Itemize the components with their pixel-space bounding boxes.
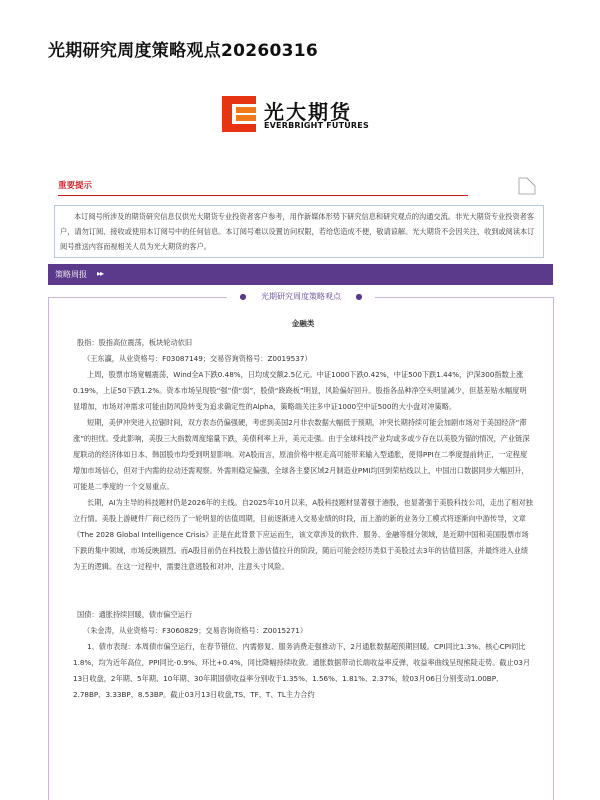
item-heading: 股指：股指高位震荡，板块轮动依旧 [77,338,193,347]
category-heading: 金融类 [291,319,315,328]
logo-en-text: EVERBRIGHT FUTURES [264,121,369,130]
notice-divider [58,195,468,196]
spacer [73,599,533,607]
item-author: （朱金涛，从业资格号：F3060829；交易咨询资格号：Z0015271） [83,626,308,635]
item-heading: 国债：通胀持续回暖，债市偏空运行 [77,610,193,619]
everbright-logo-mark-icon [222,96,256,132]
logo-cn-text: 光大期货 [264,100,352,124]
notice-label: 重要提示 [58,181,93,191]
notice-text: 本订阅号所涉及的期货研究信息仅供光大期货专业投资者客户参考，用作新媒体形势下研究信息和研究观点的沟通交流。非光大期货专业投资者客户，请勿订阅、接收或使用本订阅号中的任何信息。本订阅号难以设置访问权限，若给您造成不便，敬请谅解。光大期货不会因关注、收到或阅读本订阅号推送内容而视相关人员为光大期货的客户。 [60,212,535,251]
strategy-section-frame [48,292,554,800]
strategy-weekly-label: 策略周报 [55,270,87,279]
notice-body [54,205,544,258]
item-paragraph: 长期，AI为主导的科技题材仍是2026年的主线。自2025年10月以来，A股科技题材显著强于港股，也显著强于美股科技公司，走出了相对独立行情。美股上游硬件厂商已经历了一轮明显的估值周期，目前逐渐进入交易业绩的时段，而上游的新的业务分工模式将逐渐向中游传导，文章《The 2028 Global Intelligence Crisis》正是在此背景下应运而生，该文章涉及的软件、服务、金融等细分领域，是近期中国和美国股票市场下跌的集中领域，市场反映剧烈。而A股目前仍在科技股上游估值拉升的阶段，随后可能会经历类似于美股过去3年的估值回落，并最终进入业绩为王的逻辑。在这一过程中，需要注意逃股和对冲，注意头寸风险。 [73,498,533,571]
item-paragraph: 上周，股票市场宽幅震荡，Wind全A下跌0.48%，日均成交额2.5亿元。中证1000下跌0.42%，中证500下跌1.44%，沪深300指数上涨0.19%，上证50下跌1.2%。资本市场呈现股“强”债“弱”，股债“跷跷板”明显，风险偏好回升。股指各品种净空头明显减少，但基差贴水幅度明显增加，市场对冲需求可能由防风险转变为追求确定性的Alpha，策略端关注多中证1000空中证500的大小盘对冲策略。 [73,370,527,411]
item-paragraph: 1、债市表现：本周债市偏空运行，在春节错位、内需修复、服务消费走强推动下，2月通胀数据超预期回暖。CPI同比1.3%、核心CPI同比1.8%，均为近年高位，PPI同比-0.9%、环比+0.4%，同比降幅持续收敛。通胀数据带动长端收益率反弹，收益率曲线呈现熊陡走势。截止03月13日收盘，2年期、5年期、10年期、30年期国债收益率分别收于1.35%、1.56%、1.81%、2.37%，较03月06日分别变动1.00BP、2.78BP、3.33BP、8.53BP。截止03月13日收盘,TS、TF、T、TL主力合约 [73,642,531,699]
item-author: （王东瀛，从业资格号：F03087149；交易咨询资格号：Z0019537） [83,354,312,363]
page-title: 光期研究周度策略观点20260316 [48,41,319,61]
item-paragraph: 短期，美伊冲突进入拉锯时间，双方表态仍偏强硬，考虑到美国2月非农数据大幅低于预期，冲突长期持续可能会加剧市场对于美国经济“滞涨”的担忧。受此影响，美股三大指数周度缩量下跌，美债利率上升，美元走强。由于全球科技产业均或多或少存在以美股为锚的情况，产业链深度联动的经济体如日本、韩国股市均受到明显影响。对A股而言，原油价格中枢走高可能带来输入型通胀，使得PPI在二季度提前转正，一定程度增加市场信心，但对于内需的拉动还需观察。外需则稳定偏强，全球各主要区域2月制造业PMI均回到荣枯线以上，中国出口数据同步大幅回升，可能是二季度的一个交易重点。 [73,418,530,491]
section-content [73,316,533,703]
page-curl-icon [518,177,536,195]
notice-header [54,171,544,199]
everbright-futures-logo [222,94,382,134]
double-arrow-icon: ▸▸ [97,269,104,278]
section-title-dot-icon: ● [350,292,369,301]
important-notice [54,171,544,255]
section-title [49,291,553,302]
section-title-dot-icon: ● [233,292,252,301]
strategy-weekly-bar[interactable] [48,264,553,285]
spacer [73,575,533,599]
section-title-text: 光期研究周度策略观点 [255,292,347,301]
